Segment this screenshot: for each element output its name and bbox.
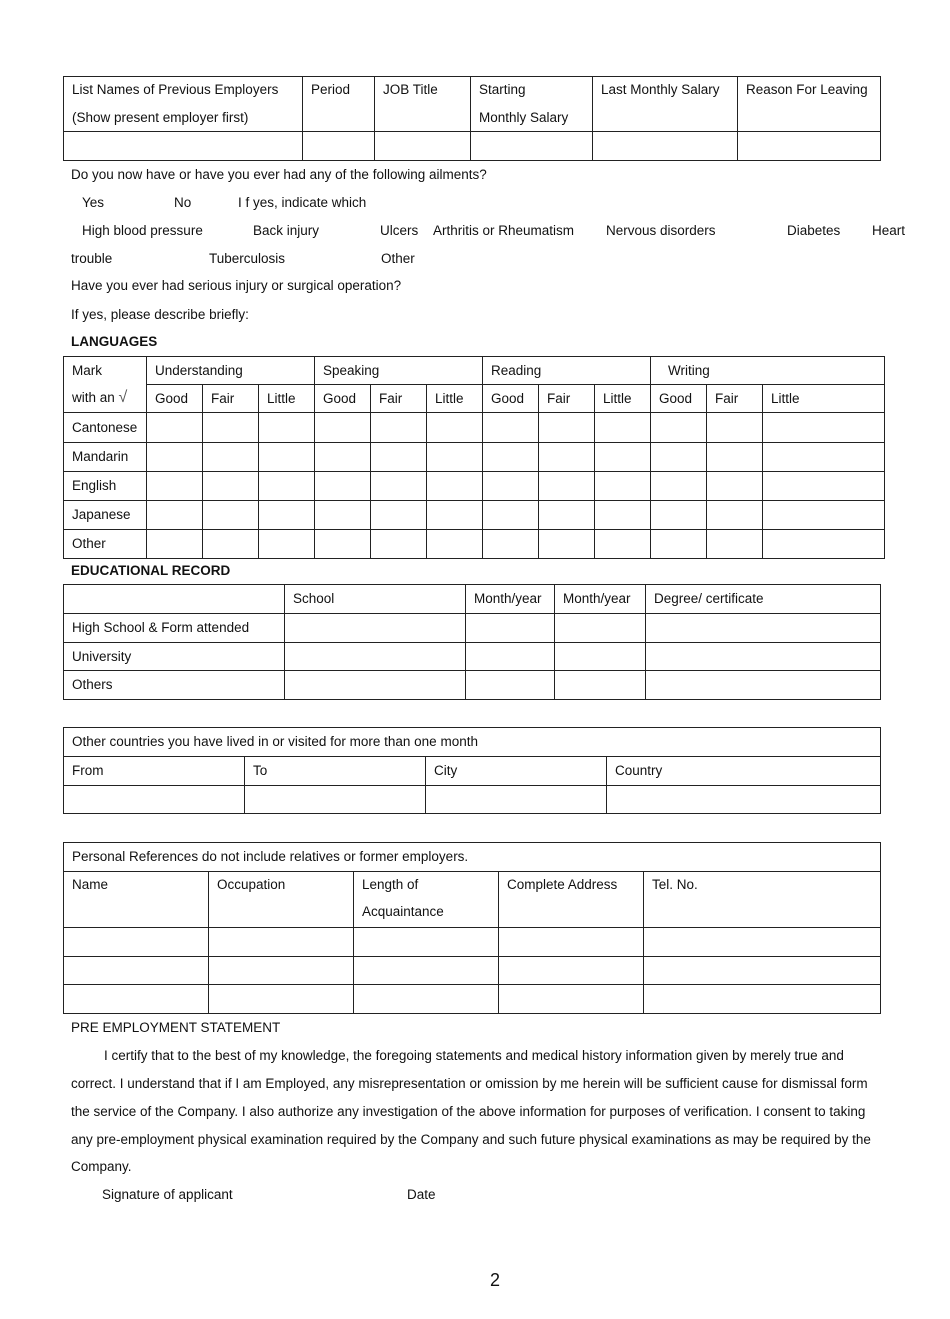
language-proficiency-cell[interactable] <box>147 501 203 530</box>
level-header: Little <box>763 385 885 413</box>
language-proficiency-cell[interactable] <box>763 472 885 501</box>
injury-describe-label: If yes, please describe briefly: <box>71 307 249 322</box>
ailment-diabetes[interactable]: Diabetes <box>787 223 841 238</box>
ref-address-cell[interactable] <box>499 957 644 985</box>
language-proficiency-cell[interactable] <box>707 472 763 501</box>
language-proficiency-cell[interactable] <box>651 472 707 501</box>
language-proficiency-cell[interactable] <box>371 530 427 559</box>
language-proficiency-cell[interactable] <box>203 413 259 443</box>
language-proficiency-cell[interactable] <box>763 501 885 530</box>
ailment-back-injury[interactable]: Back injury <box>253 223 320 238</box>
ailments-question: Do you now have or have you ever had any of the following ailments? <box>71 167 487 182</box>
name-header: Name <box>64 872 209 928</box>
degree-header: Degree/ certificate <box>646 585 881 614</box>
check-icon: √ <box>118 389 128 407</box>
language-proficiency-cell[interactable] <box>147 472 203 501</box>
level-header: Little <box>595 385 651 413</box>
month-year-to-header: Month/year <box>555 585 646 614</box>
language-proficiency-cell[interactable] <box>259 501 315 530</box>
previous-employers-table <box>63 76 881 161</box>
language-proficiency-cell[interactable] <box>483 501 539 530</box>
language-proficiency-cell[interactable] <box>371 472 427 501</box>
reason-cell[interactable] <box>738 132 881 161</box>
ailment-nervous-disorders[interactable]: Nervous disorders <box>606 223 716 238</box>
to-cell[interactable] <box>245 786 426 814</box>
language-proficiency-cell[interactable] <box>483 472 539 501</box>
language-proficiency-cell[interactable] <box>259 472 315 501</box>
statement-title: PRE EMPLOYMENT STATEMENT <box>71 1020 281 1035</box>
language-proficiency-cell[interactable] <box>651 530 707 559</box>
ailment-other[interactable]: Other <box>381 251 415 266</box>
education-cell[interactable] <box>646 643 881 671</box>
language-proficiency-cell[interactable] <box>315 501 371 530</box>
statement-line-3: the service of the Company. I also authorize any investigation of the above information for purposes of verification. I consent to taking <box>71 1104 866 1119</box>
ref-name-cell[interactable] <box>64 957 209 985</box>
language-proficiency-cell[interactable] <box>203 530 259 559</box>
job-title-header: JOB Title <box>375 77 471 132</box>
ailment-high-blood-pressure[interactable]: High blood pressure <box>82 223 203 238</box>
language-proficiency-cell[interactable] <box>651 413 707 443</box>
date-label: Date <box>407 1187 436 1202</box>
from-header: From <box>64 757 245 786</box>
statement-line-4: any pre-employment physical examination required by the Company and such future physical examinations as may be required by the <box>71 1132 871 1147</box>
country-header: Country <box>607 757 881 786</box>
city-cell[interactable] <box>426 786 607 814</box>
language-proficiency-cell[interactable] <box>315 472 371 501</box>
level-header: Good <box>483 385 539 413</box>
mark-with-check-header: with an √ <box>64 385 147 413</box>
language-proficiency-cell[interactable] <box>763 413 885 443</box>
ref-occupation-cell[interactable] <box>209 957 354 985</box>
to-header: To <box>245 757 426 786</box>
countries-table <box>63 727 881 814</box>
language-proficiency-cell[interactable] <box>539 443 595 472</box>
language-proficiency-cell[interactable] <box>539 472 595 501</box>
level-header: Little <box>259 385 315 413</box>
ref-address-cell[interactable] <box>499 928 644 957</box>
languages-title: LANGUAGES <box>71 334 158 349</box>
language-proficiency-cell[interactable] <box>539 530 595 559</box>
education-cell[interactable] <box>646 614 881 643</box>
education-cell[interactable] <box>285 614 466 643</box>
language-proficiency-cell[interactable] <box>483 413 539 443</box>
ailment-arthritis[interactable]: Arthritis or Rheumatism <box>433 223 575 238</box>
education-cell[interactable] <box>466 671 555 700</box>
reason-header: Reason For Leaving <box>738 77 881 132</box>
education-cell[interactable] <box>555 643 646 671</box>
period-cell[interactable] <box>303 132 375 161</box>
language-proficiency-cell[interactable] <box>315 413 371 443</box>
statement-line-2: correct. I understand that if I am Employed, any misrepresentation or omission by me herein will be sufficient cause for dismissal form <box>71 1076 868 1091</box>
level-header: Little <box>427 385 483 413</box>
ref-name-cell[interactable] <box>64 985 209 1014</box>
language-proficiency-cell[interactable] <box>315 443 371 472</box>
tel-header: Tel. No. <box>644 872 881 928</box>
employer-name-header: List Names of Previous Employers (Show present employer first) <box>64 77 303 132</box>
level-header: Fair <box>203 385 259 413</box>
education-cell[interactable] <box>646 671 881 700</box>
level-header: Good <box>147 385 203 413</box>
education-cell[interactable] <box>555 614 646 643</box>
language-proficiency-cell[interactable] <box>651 443 707 472</box>
language-proficiency-cell[interactable] <box>763 443 885 472</box>
language-proficiency-cell[interactable] <box>651 501 707 530</box>
languages-table <box>63 356 885 559</box>
language-proficiency-cell[interactable] <box>595 472 651 501</box>
ref-acquaintance-cell[interactable] <box>354 985 499 1014</box>
references-title: Personal References do not include relatives or former employers. <box>64 843 881 872</box>
country-cell[interactable] <box>607 786 881 814</box>
education-cell[interactable] <box>466 614 555 643</box>
language-row-label: Cantonese <box>64 413 147 443</box>
ref-address-cell[interactable] <box>499 985 644 1014</box>
statement-line-5: Company. <box>71 1159 132 1174</box>
ref-tel-cell[interactable] <box>644 985 881 1014</box>
language-proficiency-cell[interactable] <box>371 443 427 472</box>
language-proficiency-cell[interactable] <box>427 413 483 443</box>
language-proficiency-cell[interactable] <box>259 413 315 443</box>
language-proficiency-cell[interactable] <box>427 530 483 559</box>
ailment-yes-option[interactable]: Yes <box>82 195 105 210</box>
language-row-label: Mandarin <box>64 443 147 472</box>
level-header: Fair <box>707 385 763 413</box>
language-proficiency-cell[interactable] <box>427 472 483 501</box>
education-cell[interactable] <box>285 643 466 671</box>
language-proficiency-cell[interactable] <box>595 413 651 443</box>
mark-header: Mark <box>64 357 147 385</box>
job-title-cell[interactable] <box>375 132 471 161</box>
page-number: 2 <box>490 1270 501 1290</box>
speaking-header: Speaking <box>315 357 483 385</box>
starting-salary-cell[interactable] <box>471 132 593 161</box>
language-proficiency-cell[interactable] <box>427 443 483 472</box>
acquaintance-header: Length of Acquaintance <box>354 872 499 928</box>
language-proficiency-cell[interactable] <box>203 443 259 472</box>
language-proficiency-cell[interactable] <box>315 530 371 559</box>
language-proficiency-cell[interactable] <box>147 443 203 472</box>
education-cell[interactable] <box>466 643 555 671</box>
statement-line-1: I certify that to the best of my knowledge, the foregoing statements and medical history information given by merely true and <box>104 1048 844 1063</box>
signature-label: Signature of applicant <box>102 1187 233 1202</box>
language-proficiency-cell[interactable] <box>147 530 203 559</box>
ref-tel-cell[interactable] <box>644 928 881 957</box>
language-proficiency-cell[interactable] <box>147 413 203 443</box>
writing-header: Writing <box>651 357 885 385</box>
starting-salary-header: Starting Monthly Salary <box>471 77 593 132</box>
employer-name-cell[interactable] <box>64 132 303 161</box>
education-row-label: High School & Form attended <box>64 614 285 643</box>
ailment-ulcers[interactable]: Ulcers <box>380 223 419 238</box>
level-header: Fair <box>371 385 427 413</box>
reading-header: Reading <box>483 357 651 385</box>
language-proficiency-cell[interactable] <box>539 501 595 530</box>
education-row-label: Others <box>64 671 285 700</box>
ref-tel-cell[interactable] <box>644 957 881 985</box>
level-header: Good <box>315 385 371 413</box>
school-header: School <box>285 585 466 614</box>
ref-acquaintance-cell[interactable] <box>354 957 499 985</box>
language-proficiency-cell[interactable] <box>371 413 427 443</box>
occupation-header: Occupation <box>209 872 354 928</box>
month-year-from-header: Month/year <box>466 585 555 614</box>
ref-occupation-cell[interactable] <box>209 928 354 957</box>
language-proficiency-cell[interactable] <box>203 501 259 530</box>
level-header: Good <box>651 385 707 413</box>
education-cell[interactable] <box>555 671 646 700</box>
language-proficiency-cell[interactable] <box>707 501 763 530</box>
understanding-header: Understanding <box>147 357 315 385</box>
language-proficiency-cell[interactable] <box>595 501 651 530</box>
countries-title: Other countries you have lived in or visited for more than one month <box>64 728 881 757</box>
educational-record-title: EDUCATIONAL RECORD <box>71 563 231 578</box>
last-salary-cell[interactable] <box>593 132 738 161</box>
language-proficiency-cell[interactable] <box>259 530 315 559</box>
language-proficiency-cell[interactable] <box>763 530 885 559</box>
language-proficiency-cell[interactable] <box>539 413 595 443</box>
references-table <box>63 842 881 1014</box>
period-header: Period <box>303 77 375 132</box>
language-proficiency-cell[interactable] <box>483 530 539 559</box>
from-cell[interactable] <box>64 786 245 814</box>
ailment-no-option[interactable]: No <box>174 195 192 210</box>
education-blank-header <box>64 585 285 614</box>
language-proficiency-cell[interactable] <box>595 443 651 472</box>
language-proficiency-cell[interactable] <box>483 443 539 472</box>
ailment-tuberculosis[interactable]: Tuberculosis <box>209 251 286 266</box>
ref-acquaintance-cell[interactable] <box>354 928 499 957</box>
language-row-label: Japanese <box>64 501 147 530</box>
language-row-label: Other <box>64 530 147 559</box>
language-row-label: English <box>64 472 147 501</box>
language-proficiency-cell[interactable] <box>595 530 651 559</box>
language-proficiency-cell[interactable] <box>203 472 259 501</box>
address-header: Complete Address <box>499 872 644 928</box>
last-salary-header: Last Monthly Salary <box>593 77 738 132</box>
ailment-heart-trouble-cont: trouble <box>71 251 113 266</box>
education-cell[interactable] <box>285 671 466 700</box>
ailment-heart[interactable]: Heart <box>872 223 906 238</box>
city-header: City <box>426 757 607 786</box>
ref-occupation-cell[interactable] <box>209 985 354 1014</box>
ailment-if-yes-label: I f yes, indicate which <box>238 195 367 210</box>
language-proficiency-cell[interactable] <box>707 443 763 472</box>
ref-name-cell[interactable] <box>64 928 209 957</box>
language-proficiency-cell[interactable] <box>707 530 763 559</box>
language-proficiency-cell[interactable] <box>259 443 315 472</box>
injury-question: Have you ever had serious injury or surgical operation? <box>71 278 402 293</box>
language-proficiency-cell[interactable] <box>427 501 483 530</box>
level-header: Fair <box>539 385 595 413</box>
education-table <box>63 584 881 700</box>
language-proficiency-cell[interactable] <box>707 413 763 443</box>
language-proficiency-cell[interactable] <box>371 501 427 530</box>
education-row-label: University <box>64 643 285 671</box>
